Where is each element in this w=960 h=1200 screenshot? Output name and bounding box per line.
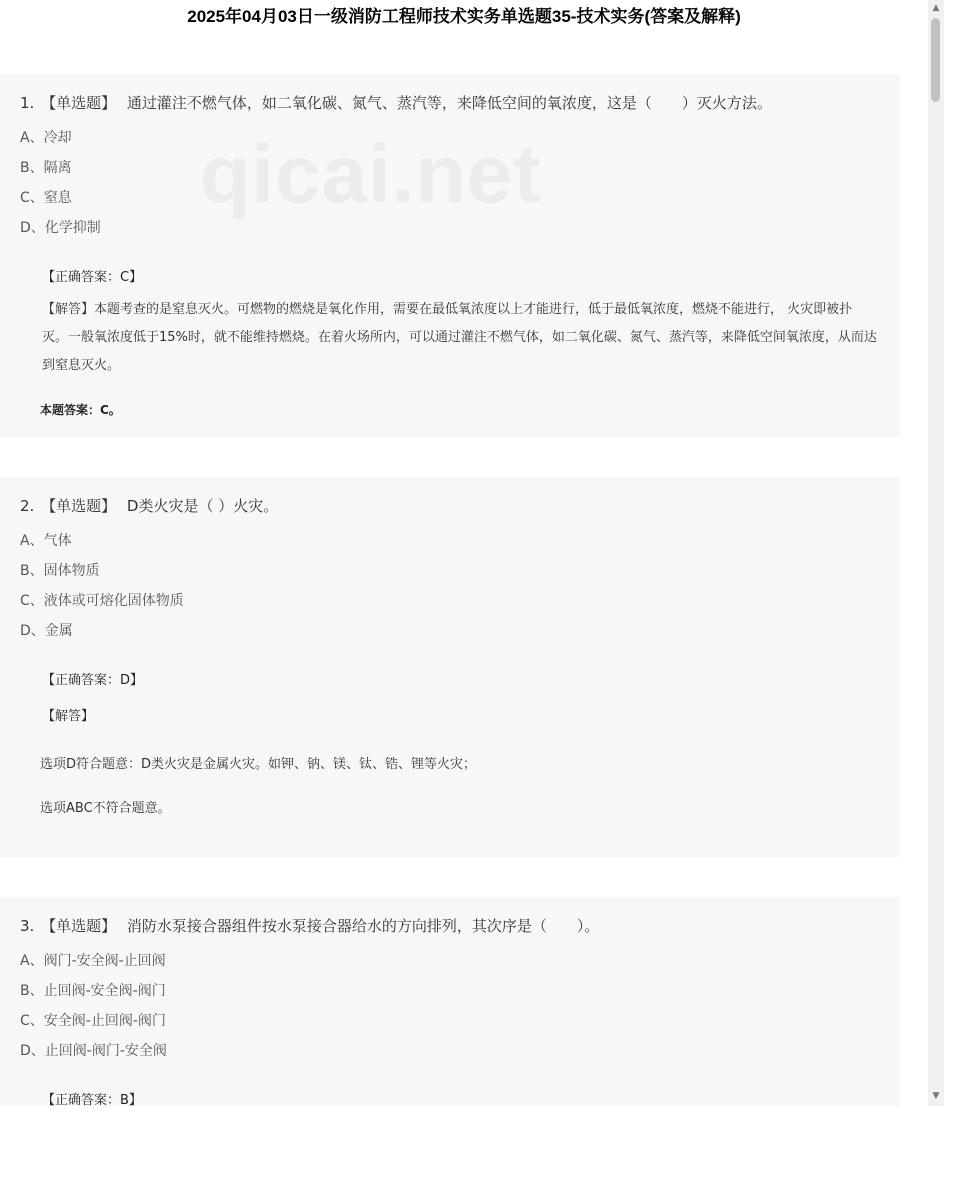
question-card-2 — [0, 477, 900, 857]
question-text: 通过灌注不燃气体，如二氧化碳、氮气、蒸汽等，来降低空间的氧浓度，这是（ ）灭火方法。 — [126, 94, 772, 112]
option-b[interactable]: B、固体物质 — [20, 563, 100, 579]
option-a[interactable]: A、气体 — [20, 533, 72, 549]
option-c[interactable]: C、安全阀-止回阀-阀门 — [20, 1013, 166, 1029]
correct-answer: 【正确答案：D】 — [42, 673, 144, 688]
explanation: 【解答】本题考查的是窒息灭火。可燃物的燃烧是氧化作用，需要在最低氧浓度以上才能进行，低于最低氧浓度，燃烧不能进行， 火灾即被扑灭。一般氧浓度低于15%时，就不能维持燃烧。在着火场所内，可以通过灌注不燃气体，如二氧化碳、氮气、蒸汽等，来降低空间氧浓度，从而达到窒息灭火。 — [42, 302, 877, 373]
question-card-1 — [0, 74, 900, 437]
scroll-down-arrow-icon[interactable]: ▼ — [932, 1091, 940, 1101]
question-stem-3 — [20, 915, 599, 936]
question-type-tag: 【单选题】 — [41, 94, 117, 112]
explanation-line-2: 选项ABC不符合题意。 — [40, 801, 171, 816]
question-text: D类火灾是（ ）火灾。 — [126, 497, 279, 515]
option-b[interactable]: B、隔离 — [20, 160, 72, 176]
scroll-up-arrow-icon[interactable]: ▲ — [932, 3, 940, 13]
option-c[interactable]: C、液体或可熔化固体物质 — [20, 593, 184, 609]
question-number: 2. — [20, 497, 35, 515]
watermark: qicai.net — [200, 129, 542, 220]
correct-answer: 【正确答案：C】 — [42, 270, 143, 285]
answer-summary: 本题答案：C。 — [40, 403, 121, 417]
question-type-tag: 【单选题】 — [41, 917, 117, 935]
option-d[interactable]: D、金属 — [20, 623, 73, 639]
question-type-tag: 【单选题】 — [41, 497, 117, 515]
option-d[interactable]: D、止回阀-阀门-安全阀 — [20, 1043, 167, 1059]
question-stem-2 — [20, 495, 278, 516]
explanation-heading: 【解答】 — [42, 709, 95, 724]
question-text: 消防水泵接合器组件按水泵接合器给水的方向排列，其次序是（ ）。 — [126, 917, 600, 935]
option-d[interactable]: D、化学抑制 — [20, 220, 101, 236]
question-number: 1. — [20, 94, 35, 112]
question-card-3 — [0, 897, 900, 1106]
option-a[interactable]: A、冷却 — [20, 130, 72, 146]
question-number: 3. — [20, 917, 35, 935]
explanation-line-1: 选项D符合题意：D类火灾是金属火灾。如钾、钠、镁、钛、锆、锂等火灾； — [40, 757, 477, 772]
option-b[interactable]: B、止回阀-安全阀-阀门 — [20, 983, 166, 999]
vertical-scrollbar[interactable] — [928, 0, 944, 1106]
scrollbar-thumb[interactable] — [931, 18, 940, 102]
question-stem-1 — [20, 92, 772, 113]
option-a[interactable]: A、阀门-安全阀-止回阀 — [20, 953, 166, 969]
page-title: 2025年04月03日一级消防工程师技术实务单选题35-技术实务(答案及解释) — [187, 7, 741, 26]
option-c[interactable]: C、窒息 — [20, 190, 72, 206]
correct-answer: 【正确答案：B】 — [42, 1093, 142, 1106]
